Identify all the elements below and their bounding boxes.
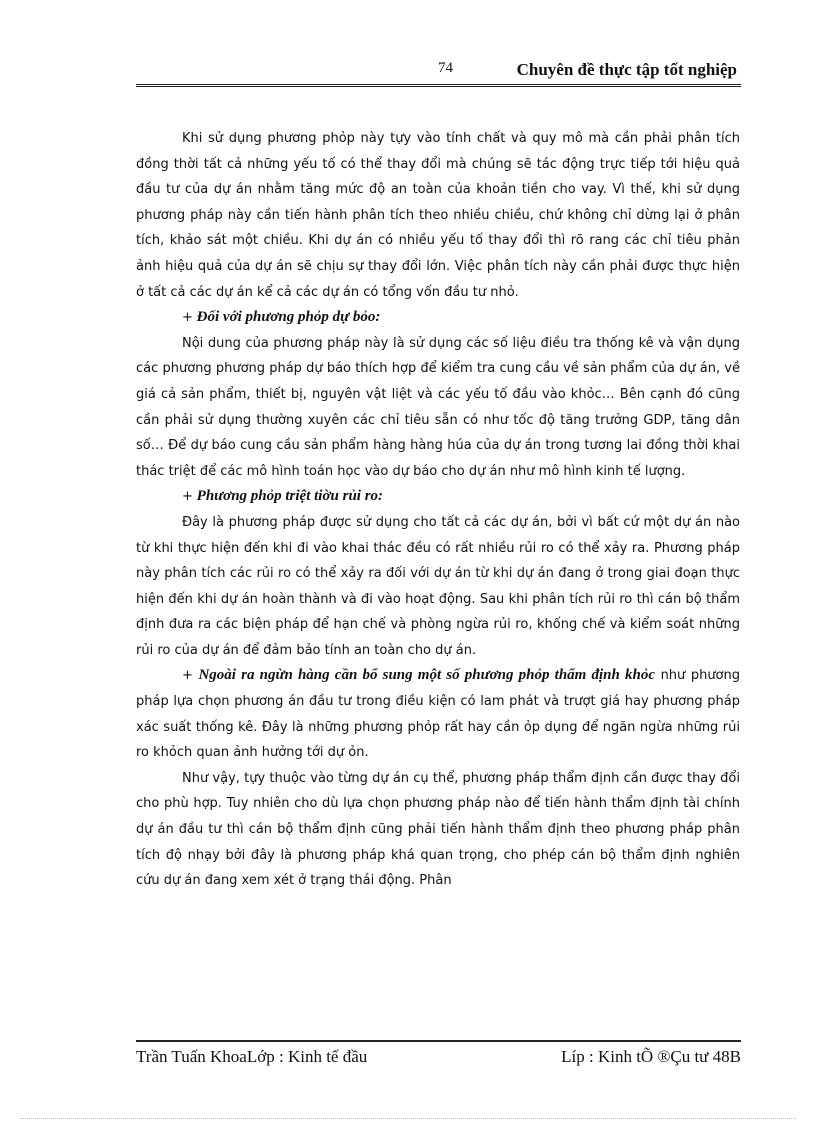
section-heading [136,305,740,331]
page-edge-divider [20,1118,796,1119]
document-body [136,126,740,894]
page-number: 74 [438,60,453,76]
paragraph: Nội dung của phương pháp này là sử dụng các số liệu điều tra thống kê và vận dụng các phương phương pháp dự báo thích hợp để kiểm tra cung cầu về sản phẩm của dự án, về giá cả sản phẩm, thiết bị, nguyên vật liệt và các yếu tố đầu vào khỏc… Bên cạnh đó cũng cần phải sử dụng thường xuyên các chỉ tiêu sẵn có như tốc độ tăng trưởng GDP, tăng dân số… Để dự báo cung cầu sản phẩm hàng hàng húa của dự án trong tương lai đồng thời khai thác triệt để các mô hình toán học vào dự báo cho dự án như mô hình kinh tế lượng. [136,335,740,479]
inline-heading: Ngoài ra ngừn hàng cần bổ sung một số phương phỏp thẩm định khỏc [198,667,656,684]
page-footer [136,1040,741,1072]
heading-text: Phương phỏp triệt tiờu rủi ro: [196,488,384,505]
header-title: Chuyên đề thực tập tốt nghiệp [516,60,737,79]
paragraph-text: như phương pháp lựa chọn phương án đầu tư trong điều kiện có lam phát và trượt giá hay phương pháp xác suất thống kê. Đây là những phương phỏp rất hay cần ỏp dụng để ngăn ngừa những rủi ro khỏch quan ảnh hưởng tới dự ỏn. [136,668,740,761]
footer-class: Líp : Kinh tÕ ®Çu tư 48B [561,1047,741,1066]
heading-plus: + [182,310,193,326]
heading-plus: + [182,489,193,505]
paragraph: Như vậy, tựy thuộc vào từng dự án cụ thể, phương pháp thẩm định cần được thay đổi cho phù hợp. Tuy nhiên cho dù lựa chọn phương pháp nào để tiến hành thẩm định tài chính dự án đầu tư thì cán bộ thẩm định cũng phải tiến hành thẩm định theo phương pháp phân tích độ nhạy bởi đây là phương pháp khá quan trọng, cho phép cán bộ thẩm định nghiên cứu dự án đang xem xét ở trạng thái động. Phân [136,770,740,889]
paragraph [136,663,740,765]
footer-author: Trần Tuấn KhoaLớp : Kinh tế đầu [136,1047,368,1066]
section-heading [136,484,740,510]
inline-plus: + [182,668,193,684]
heading-text: Đối với phương phỏp dự bỏo: [196,309,381,326]
page-header [136,56,741,87]
paragraph: Đây là phương pháp được sử dụng cho tất cả các dự án, bởi vì bất cứ một dự án nào từ khi thực hiện đến khi đi vào khai thác đều có rất nhiều rủi ro có thể xảy ra. Phương pháp này phân tích các rủi ro có thể xảy ra đối với dự án từ khi dự án đang ở trong giai đoạn thực hiện đến khi dự án hoàn thành và đi vào hoạt động. Sau khi phân tích rủi ro thì cán bộ thẩm định đưa ra các biện pháp để hạn chế và phòng ngừa rủi ro, khống chế và kiểm soát những rủi ro của dự án để đảm bảo tính an toàn cho dự án. [136,514,740,658]
paragraph: Khi sử dụng phương phỏp này tựy vào tính chất và quy mô mà cần phải phân tích đồng thời tất cả những yếu tố có thể thay đổi mà chúng sẽ tác động trực tiếp tới hiệu quả đầu tư của dự án nhằm tăng mức độ an toàn của khoản tiền cho vay. Vì thế, khi sử dụng phương pháp này cần tiến hành phân tích theo nhiều chiều, chứ không chỉ dừng lại ở phân tích, khảo sát một chiều. Khi dự án có nhiều yếu tố thay đổi thì rõ rang các chỉ tiêu phản ảnh hiệu quả của dự án sẽ chịu sự thay đổi lớn. Việc phân tích này cần phải được thực hiện ở tất cả các dự án kể cả các dự án có tổng vốn đầu tư nhỏ. [136,131,740,300]
